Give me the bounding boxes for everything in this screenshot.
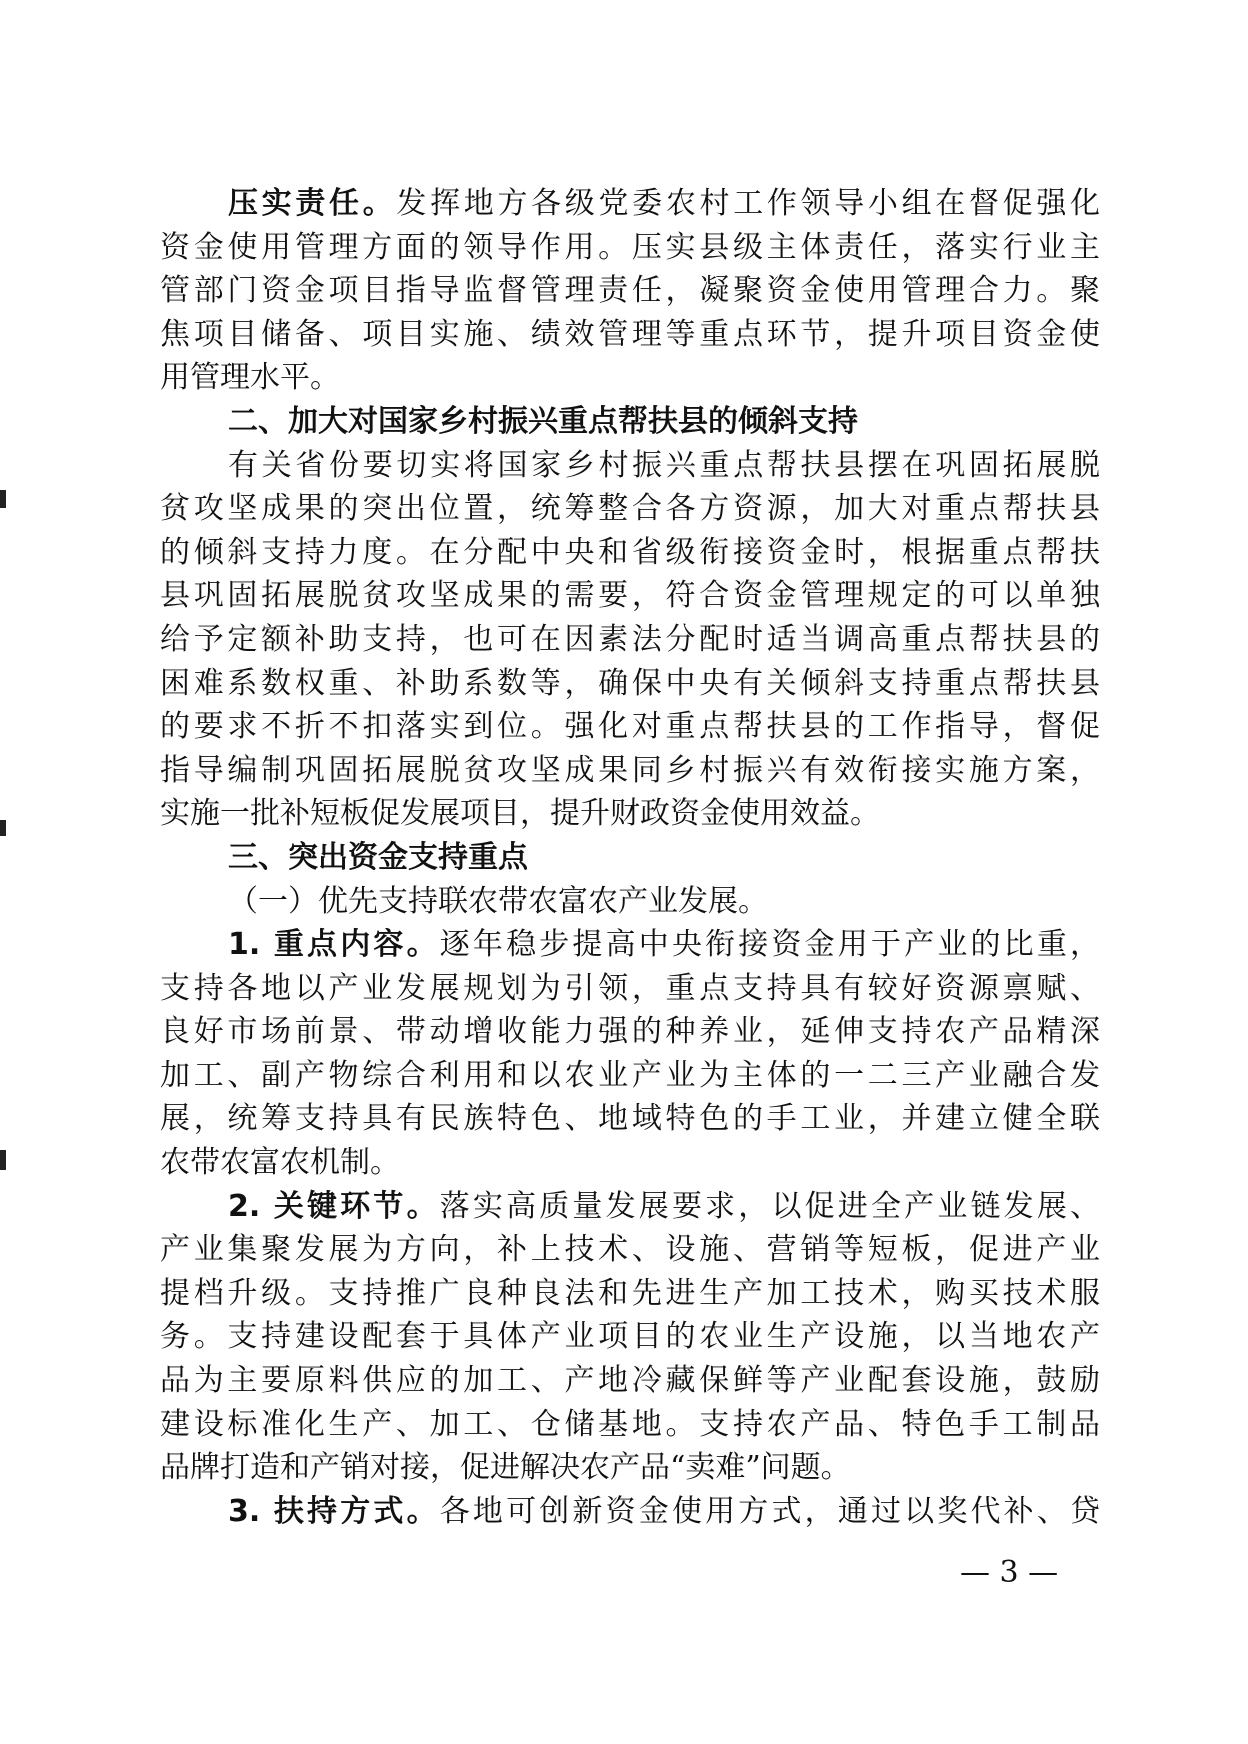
binding-mark bbox=[0, 1150, 6, 1170]
text-line: 务。支持建设配套于具体产业项目的农业生产设施，以当地农产 bbox=[160, 1319, 1100, 1355]
text-line: 贫攻坚成果的突出位置，统筹整合各方资源，加大对重点帮扶县 bbox=[160, 491, 1100, 527]
text-line: 困难系数权重、补助系数等，确保中央有关倾斜支持重点帮扶县 bbox=[160, 665, 1100, 701]
binding-mark bbox=[0, 490, 6, 508]
text-line: 实施一批补短板促发展项目，提升财政资金使用效益。 bbox=[160, 796, 880, 832]
text-line: 支持各地以产业发展规划为引领，重点支持具有较好资源禀赋、 bbox=[160, 970, 1100, 1006]
text-line: 提档升级。支持推广良种良法和先进生产加工技术，购买技术服 bbox=[160, 1275, 1100, 1311]
bold-lead-in: 2. 关键环节。 bbox=[228, 1188, 440, 1224]
section-heading: 二、加大对国家乡村振兴重点帮扶县的倾斜支持 bbox=[228, 403, 858, 439]
text-line: 产业集聚发展为方向，补上技术、设施、营销等短板，促进产业 bbox=[160, 1232, 1100, 1268]
text-line: 资金使用管理方面的领导作用。压实县级主体责任，落实行业主 bbox=[160, 229, 1100, 265]
line-text: 逐年稳步提高中央衔接资金用于产业的比重， bbox=[439, 927, 1101, 963]
text-line: 建设标准化生产、加工、仓储基地。支持农产品、特色手工制品 bbox=[160, 1406, 1100, 1442]
text-line: 给予定额补助支持，也可在因素法分配时适当调高重点帮扶县的 bbox=[160, 621, 1100, 657]
text-line: 展，统筹支持具有民族特色、地域特色的手工业，并建立健全联 bbox=[160, 1101, 1100, 1137]
text-line: 品为主要原料供应的加工、产地冷藏保鲜等产业配套设施，鼓励 bbox=[160, 1363, 1100, 1399]
text-line: 有关省份要切实将国家乡村振兴重点帮扶县摆在巩固拓展脱 bbox=[228, 447, 1100, 483]
bold-lead-in: 压实责任。 bbox=[228, 186, 397, 221]
line-text: 各地可创新资金使用方式，通过以奖代补、贷 bbox=[439, 1493, 1101, 1529]
bold-lead-in: 1. 重点内容。 bbox=[228, 927, 440, 963]
bold-lead-in: 3. 扶持方式。 bbox=[228, 1493, 440, 1529]
text-line: 良好市场前景、带动增收能力强的种养业，延伸支持农产品精深 bbox=[160, 1014, 1100, 1050]
binding-mark bbox=[0, 820, 6, 836]
text-line bbox=[160, 182, 1100, 226]
text-line: 农带农富农机制。 bbox=[160, 1145, 400, 1181]
text-line bbox=[160, 1490, 1100, 1534]
text-line: 品牌打造和产销对接，促进解决农产品“卖难”问题。 bbox=[160, 1450, 851, 1486]
line-text: 落实高质量发展要求，以促进全产业链发展、 bbox=[439, 1188, 1101, 1224]
text-line: 加工、副产物综合利用和以农业产业为主体的一二三产业融合发 bbox=[160, 1057, 1100, 1093]
text-line: 的倾斜支持力度。在分配中央和省级衔接资金时，根据重点帮扶 bbox=[160, 534, 1100, 570]
text-line: 指导编制巩固拓展脱贫攻坚成果同乡村振兴有效衔接实施方案， bbox=[160, 752, 1100, 788]
text-line: 管部门资金项目指导监督管理责任，凝聚资金使用管理合力。聚 bbox=[160, 273, 1100, 309]
text-line: （一）优先支持联农带农富农产业发展。 bbox=[228, 883, 768, 919]
text-line bbox=[160, 1185, 1100, 1229]
page-number: — 3 — bbox=[960, 1555, 1059, 1590]
line-text: 发挥地方各级党委农村工作领导小组在督促强化 bbox=[396, 186, 1101, 221]
document-body bbox=[160, 182, 1100, 1533]
section-heading: 三、突出资金支持重点 bbox=[228, 839, 528, 875]
text-line bbox=[160, 923, 1100, 967]
text-line: 用管理水平。 bbox=[160, 360, 340, 396]
text-line: 的要求不折不扣落实到位。强化对重点帮扶县的工作指导，督促 bbox=[160, 709, 1100, 745]
text-line: 县巩固拓展脱贫攻坚成果的需要，符合资金管理规定的可以单独 bbox=[160, 578, 1100, 614]
text-line: 焦项目储备、项目实施、绩效管理等重点环节，提升项目资金使 bbox=[160, 316, 1100, 352]
